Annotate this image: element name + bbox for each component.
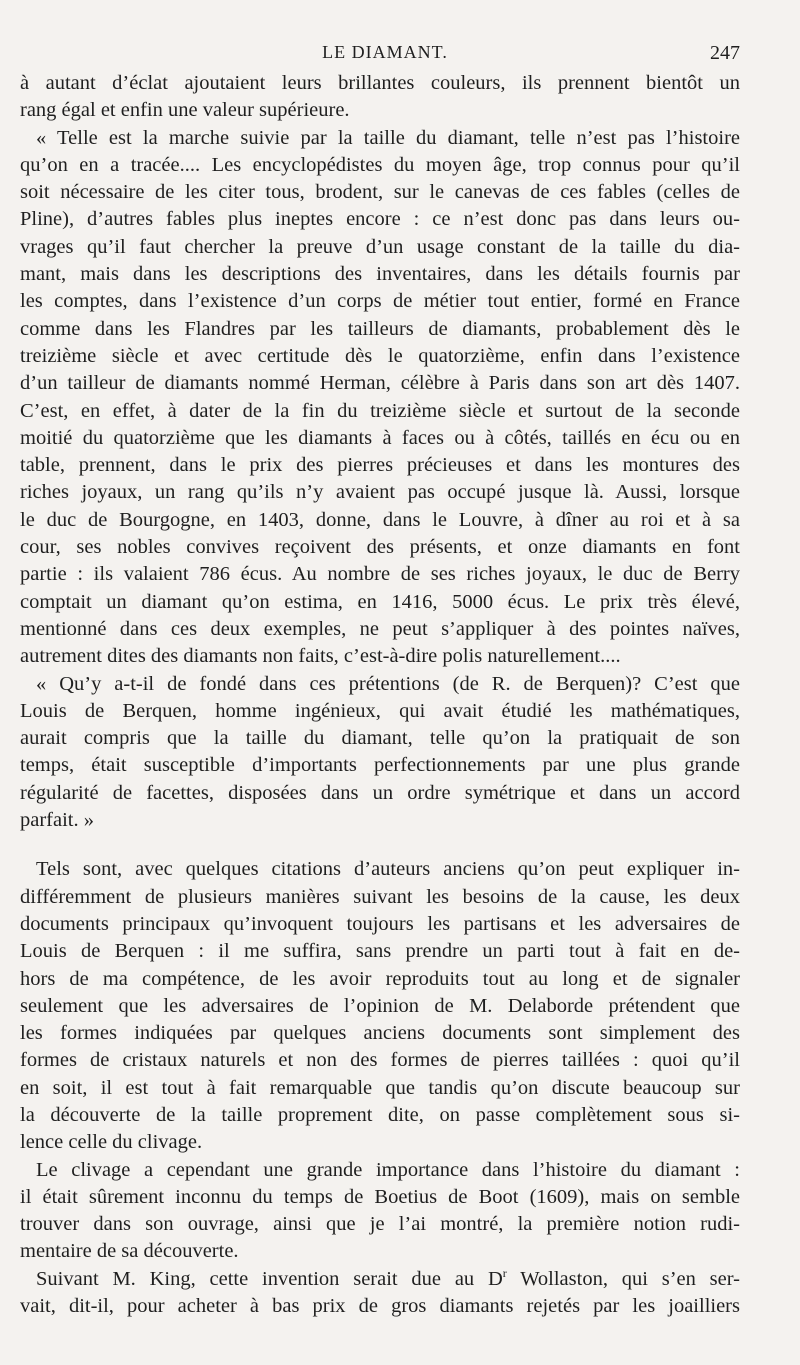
text-line: seulement que les adversaires de l’opinion de M. Delaborde prétendent que — [20, 994, 740, 1017]
text-line: différemment de plusieurs manières suivant les besoins de la cause, les deux — [20, 885, 740, 908]
text-line: Louis de Berquen : il me suffira, sans prendre un parti tout à fait en de- — [20, 940, 740, 963]
text-line: comme dans les Flandres par les tailleurs de diamants, probablement dès le — [20, 317, 740, 340]
text-line: « Qu’y a-t-il de fondé dans ces prétentions (de R. de Berquen)? C’est que — [36, 672, 740, 695]
text-fragment: Wollaston, qui s’en ser- — [506, 1267, 740, 1290]
text-line: qu’on en a tracée.... Les encyclopédistes du moyen âge, trop connus pour qu’il — [20, 153, 740, 176]
text-line: en soit, il est tout à fait remarquable que tandis qu’on discute beaucoup sur — [20, 1076, 740, 1099]
text-line: table, prennent, dans le prix des pierres précieuses et dans les montures des — [20, 454, 740, 477]
text-line: d’un tailleur de diamants nommé Herman, célèbre à Paris dans son art dès 1407. — [20, 372, 740, 395]
text-line: rang égal et enfin une valeur supérieure. — [20, 99, 350, 122]
text-line: vrages qu’il faut chercher la preuve d’un usage constant de la taille du dia- — [20, 235, 740, 258]
superscript: r — [502, 1265, 507, 1280]
text-line: Tels sont, avec quelques citations d’auteurs anciens qu’on peut expliquer in- — [36, 858, 740, 881]
text-line: la découverte de la taille proprement dite, on passe complètement sous si- — [20, 1103, 740, 1126]
text-line — [20, 1266, 740, 1293]
text-line: partie : ils valaient 786 écus. Au nombre de ses riches joyaux, le duc de Berry — [20, 563, 740, 586]
text-line: les formes indiquées par quelques anciens documents sont simplement des — [20, 1022, 740, 1045]
body-text — [20, 70, 740, 1320]
text-line: cour, ses nobles convives reçoivent des présents, et onze diamants en font — [20, 536, 740, 559]
text-line: mentionné dans ces deux exemples, ne peut s’appliquer à des pointes naïves, — [20, 617, 740, 640]
text-line: Pline), d’autres fables plus ineptes encore : ce n’est donc pas dans leurs ou- — [20, 208, 740, 231]
text-line: C’est, en effet, à dater de la fin du treizième siècle et surtout de la seconde — [20, 399, 740, 422]
text-line: hors de ma compétence, de les avoir reproduits tout au long et de signaler — [20, 967, 740, 990]
text-line: Louis de Berquen, homme ingénieux, qui avait étudié les mathématiques, — [20, 699, 740, 722]
text-line: régularité de facettes, disposées dans un ordre symétrique et dans un accord — [20, 781, 740, 804]
text-line: temps, était susceptible d’importants perfectionnements par une plus grande — [20, 754, 740, 777]
text-line: autrement dites des diamants non faits, c’est-à-dire polis naturellement.... — [20, 645, 621, 668]
text-line: parfait. » — [20, 809, 94, 832]
text-line: moitié du quatorzième que les diamants à faces ou à côtés, taillés en écu ou en — [20, 426, 740, 449]
text-line: Le clivage a cependant une grande importance dans l’histoire du diamant : — [36, 1158, 740, 1181]
text-line: vait, dit-il, pour acheter à bas prix de gros diamants rejetés par les joailliers — [20, 1295, 740, 1318]
text-line: documents principaux qu’invoquent toujours les partisans et les adversaires de — [20, 912, 740, 935]
text-line: treizième siècle et avec certitude dès le quatorzième, enfin dans l’existence — [20, 344, 740, 367]
text-line: formes de cristaux naturels et non des formes de pierres taillées : quoi qu’il — [20, 1049, 740, 1072]
text-line: mant, mais dans les descriptions des inventaires, dans les détails fournis par — [20, 263, 740, 286]
text-line: mentaire de sa découverte. — [20, 1240, 239, 1263]
text-fragment: Suivant M. King, cette invention serait due au D — [36, 1267, 503, 1290]
text-line: il était sûrement inconnu du temps de Boetius de Boot (1609), mais on semble — [20, 1185, 740, 1208]
text-line: aurait compris que la taille du diamant, telle qu’on la pratiquait de son — [20, 727, 740, 750]
paragraph-gap — [20, 834, 740, 856]
page-number: 247 — [710, 42, 740, 64]
text-line: soit nécessaire de les citer tous, brodent, sur le canevas de ces fables (celles de — [20, 181, 740, 204]
text-line: à autant d’éclat ajoutaient leurs brillantes couleurs, ils prennent bientôt un — [20, 72, 740, 94]
text-line: trouver dans son ouvrage, ainsi que je l’ai montré, la première notion rudi- — [20, 1213, 740, 1236]
text-line: « Telle est la marche suivie par la taille du diamant, telle n’est pas l’histoire — [36, 126, 740, 149]
text-line: comptait un diamant qu’on estima, en 1416, 5000 écus. Le prix très élevé, — [20, 590, 740, 613]
running-header — [30, 42, 740, 66]
text-line: lence celle du clivage. — [20, 1131, 203, 1154]
text-line: les comptes, dans l’existence d’un corps de métier tout entier, formé en France — [20, 290, 740, 313]
text-line: le duc de Bourgogne, en 1403, donne, dans le Louvre, à dîner au roi et à sa — [20, 508, 740, 531]
page-title: LE DIAMANT. — [322, 42, 448, 62]
text-line: riches joyaux, un rang qu’ils n’y avaient pas occupé jusque là. Aussi, lorsque — [20, 481, 740, 504]
